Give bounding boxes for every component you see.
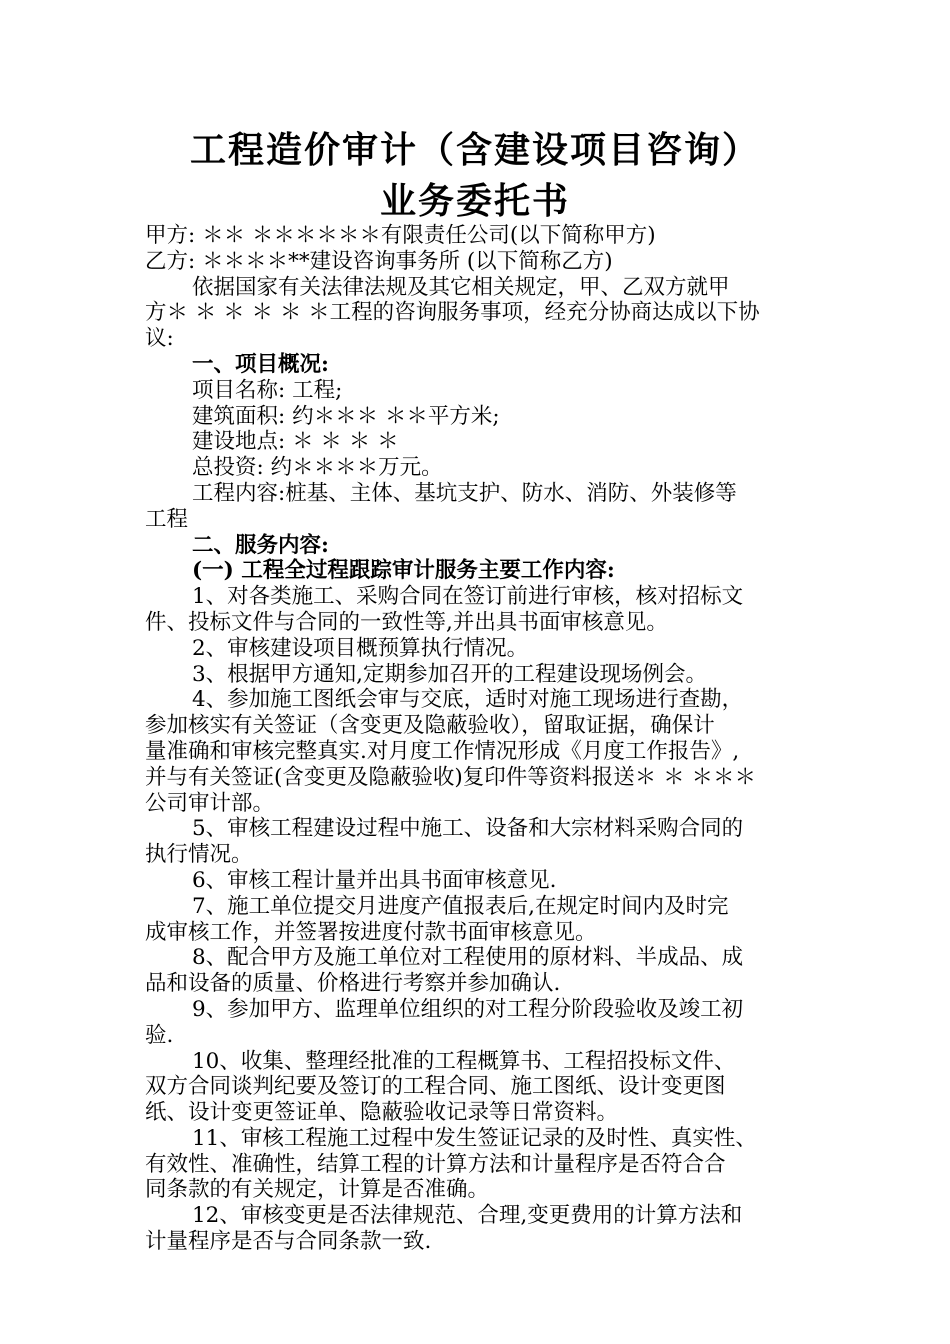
text-line: 依据国家有关法律法规及其它相关规定，甲、乙双方就甲 <box>192 274 730 300</box>
text-line: 工程 <box>145 506 189 532</box>
text-line: 项目名称: 工程; <box>192 377 343 403</box>
text-line: 议: <box>145 326 174 352</box>
text-line: 乙方: ＊＊＊＊**建设咨询事务所 (以下简称乙方) <box>145 248 613 274</box>
text-line: 同条款的有关规定，计算是否准确。 <box>145 1177 490 1203</box>
text-line: 建筑面积: 约＊＊＊ ＊＊平方米; <box>192 403 500 429</box>
text-line: 有效性、准确性，结算工程的计算方法和计量程序是否符合合 <box>145 1151 726 1177</box>
text-line: 甲方: ＊＊ ＊＊＊＊＊＊有限责任公司(以下简称甲方) <box>145 223 656 248</box>
text-line: 件、投标文件与合同的一致性等,并出具书面审核意见。 <box>145 609 668 635</box>
text-line: 二、服务内容: <box>192 532 329 558</box>
text-line: 1、对各类施工、采购合同在签订前进行审核，核对招标文 <box>192 584 744 610</box>
text-line: 4、参加施工图纸会审与交底，适时对施工现场进行查勘， <box>192 687 744 713</box>
text-line: 7、施工单位提交月进度产值报表后,在规定时间内及时完 <box>192 893 729 919</box>
text-line: 11、审核工程施工过程中发生签证记录的及时性、真实性、 <box>192 1125 757 1151</box>
text-line: 2、审核建设项目概预算执行情况。 <box>192 635 529 661</box>
text-line: 量准确和审核完整真实.对月度工作情况形成《月度工作报告》, <box>145 738 740 764</box>
text-line: 成审核工作，并签署按进度付款书面审核意见。 <box>145 919 597 945</box>
text-line: 一、项目概况: <box>192 351 329 377</box>
text-line: 10、收集、整理经批准的工程概算书、工程招投标文件、 <box>192 1048 736 1074</box>
text-line: 8、配合甲方及施工单位对工程使用的原材料、半成品、成 <box>192 945 744 971</box>
text-line: 6、审核工程计量并出具书面审核意见. <box>192 867 557 893</box>
text-line: 双方合同谈判纪要及签订的工程合同、施工图纸、设计变更图 <box>145 1074 726 1100</box>
text-line: 参加核实有关签证（含变更及隐蔽验收），留取证据，确保计 <box>145 713 715 739</box>
text-line: 5、审核工程建设过程中施工、设备和大宗材料采购合同的 <box>192 816 744 842</box>
text-line: 纸、设计变更签证单、隐蔽验收记录等日常资料。 <box>145 1100 619 1126</box>
text-line: 建设地点: ＊ ＊ ＊ ＊ <box>192 429 399 455</box>
text-line: 方＊ ＊ ＊ ＊ ＊ ＊工程的咨询服务事项，经充分协商达成以下协 <box>145 300 760 326</box>
text-line: 并与有关签证(含变更及隐蔽验收)复印件等资料报送＊ ＊ ＊＊＊ <box>145 764 756 790</box>
text-line: 验. <box>145 1022 174 1048</box>
document-body <box>145 223 813 1255</box>
text-line: 品和设备的质量、价格进行考察并参加确认. <box>145 971 561 997</box>
text-line: 执行情况。 <box>145 842 253 868</box>
text-line: (一) 工程全过程跟踪审计服务主要工作内容: <box>192 558 615 584</box>
text-line: 计量程序是否与合同条款一致. <box>145 1229 432 1255</box>
document-title-line-2: 业务委托书 <box>379 181 570 222</box>
text-line: 总投资: 约＊＊＊＊万元。 <box>192 455 443 481</box>
text-line: 公司审计部。 <box>145 790 275 816</box>
text-line: 9、参加甲方、监理单位组织的对工程分阶段验收及竣工初 <box>192 996 744 1022</box>
text-line: 3、根据甲方通知,定期参加召开的工程建设现场例会。 <box>192 661 708 687</box>
text-line: 12、审核变更是否法律规范、合理,变更费用的计算方法和 <box>192 1203 743 1229</box>
document-title-line-1: 工程造价审计（含建设项目咨询） <box>189 130 760 171</box>
text-line: 工程内容:桩基、主体、基坑支护、防水、消防、外装修等 <box>192 480 737 506</box>
